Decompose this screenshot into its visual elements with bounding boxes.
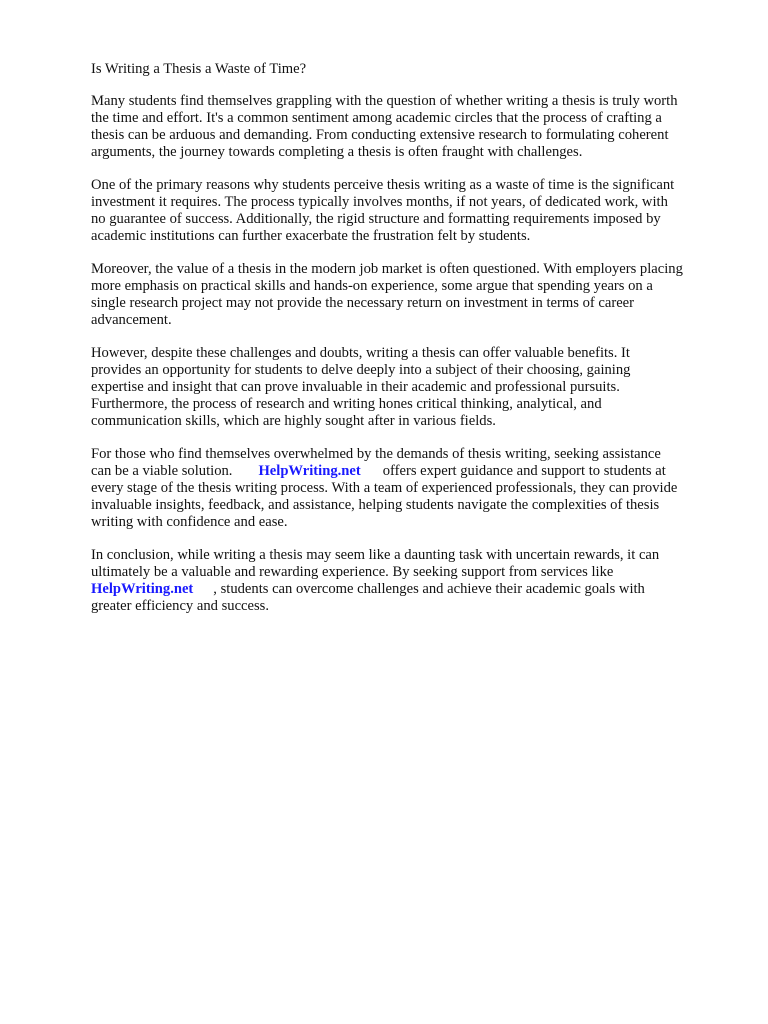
text-line: expertise and insight that can prove invaluable in their academic and professional pursuits.: [91, 379, 620, 395]
paragraph-3: [91, 261, 731, 329]
text-line: greater efficiency and success.: [91, 598, 270, 614]
paragraph-4: [91, 345, 731, 430]
text-segment: , students can overcome challenges and achieve their academic goals with: [213, 581, 645, 597]
text-line: ultimately be a valuable and rewarding experience. By seeking support from services like: [91, 564, 614, 580]
text-segment: offers expert guidance and support to students at: [382, 463, 666, 479]
text-line: One of the primary reasons why students perceive thesis writing as a waste of time is the significant: [91, 177, 675, 193]
text-line: single research project may not provide the necessary return on investment in terms of career: [91, 295, 635, 311]
paragraph-5: [91, 446, 731, 531]
document-title: Is Writing a Thesis a Waste of Time?: [91, 61, 307, 77]
text-line: academic institutions can further exacerbate the frustration felt by students.: [91, 228, 531, 244]
text-line: invaluable insights, feedback, and assistance, helping students navigate the complexities of thesis: [91, 497, 660, 513]
text-line: provides an opportunity for students to delve deeply into a subject of their choosing, gaining: [91, 362, 631, 378]
text-line-with-link: [91, 581, 731, 598]
text-line: every stage of the thesis writing process. With a team of experienced professionals, they can provide: [91, 480, 678, 496]
paragraph-2: [91, 177, 731, 245]
text-line: investment it requires. The process typically involves months, if not years, of dedicated work, with: [91, 194, 668, 210]
text-line: more emphasis on practical skills and hands-on experience, some argue that spending years on a: [91, 278, 653, 294]
document-body: [91, 61, 731, 631]
paragraph-1: [91, 93, 731, 161]
text-line: thesis can be arduous and demanding. From conducting extensive research to formulating coherent: [91, 127, 669, 143]
text-line: In conclusion, while writing a thesis may seem like a daunting task with uncertain rewards, it can: [91, 547, 660, 563]
text-segment: can be a viable solution.: [91, 463, 233, 479]
text-line: arguments, the journey towards completing a thesis is often fraught with challenges.: [91, 144, 583, 160]
text-line: no guarantee of success. Additionally, the rigid structure and formatting requirements imposed by: [91, 211, 661, 227]
text-line: communication skills, which are highly sought after in various fields.: [91, 413, 496, 429]
helpwriting-link[interactable]: HelpWriting.net: [258, 463, 361, 479]
text-line: advancement.: [91, 312, 172, 328]
paragraph-6: [91, 547, 731, 615]
text-line: For those who find themselves overwhelmed by the demands of thesis writing, seeking assistance: [91, 446, 661, 462]
helpwriting-link[interactable]: HelpWriting.net: [91, 581, 194, 597]
text-line: However, despite these challenges and doubts, writing a thesis can offer valuable benefits. It: [91, 345, 630, 361]
text-line: Moreover, the value of a thesis in the modern job market is often questioned. With employers placing: [91, 261, 683, 277]
text-line: Furthermore, the process of research and writing hones critical thinking, analytical, and: [91, 396, 602, 412]
text-line-with-link: [91, 463, 731, 480]
text-line: writing with confidence and ease.: [91, 514, 288, 530]
text-line: Many students find themselves grappling with the question of whether writing a thesis is truly worth: [91, 93, 678, 109]
text-line: the time and effort. It's a common sentiment among academic circles that the process of crafting a: [91, 110, 662, 126]
